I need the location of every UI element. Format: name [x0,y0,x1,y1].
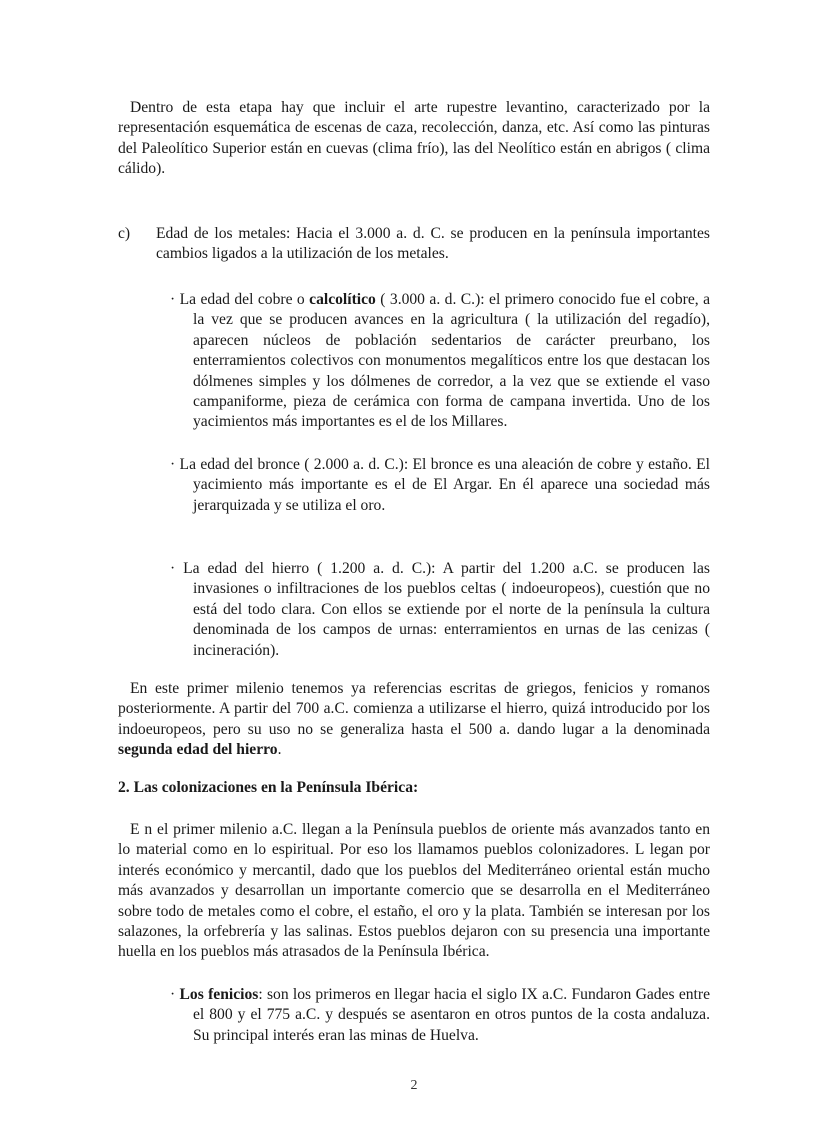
bold-term-calcolitico: calcolítico [309,291,376,308]
paragraph-text [118,679,710,761]
bullet-fenicios [170,985,710,1046]
paragraph-text: Dentro de esta etapa hay que incluir el arte rupestre levantino, caracterizado por la representación esquemática de escenas de caza, recolección, danza, etc. Así como las pinturas del Paleolítico Superior están en cuevas (clima frío), las del Neolítico están en abrigos ( clima cálido). [118,99,710,178]
bullet-icon: · [170,986,176,1003]
paragraph-primer-milenio [118,679,710,761]
paragraph-text-post: . [277,741,282,759]
paragraph-text: E n el primer milenio a.C. llegan a la Península pueblos de oriente más avanzados tanto en lo material como en lo espiritual. Por eso los llamamos pueblos colonizadores. L legan por interés económico y mercantil, dado que los pueblos del Mediterráneo oriental están mucho más avanzados y desarrollan un importante comercio que se desarrolla en el Mediterráneo sobre todo de metales como el cobre, el estaño, el oro y la plata. También se interesan por los salazones, la orfebrería y las salinas. Estos pueblos dejaron con su presencia una importante huella en los pueblos más atrasados de la Península Ibérica. [118,821,710,961]
paragraph-colonizaciones-intro [118,820,710,963]
paragraph-text-pre: En este primer milenio tenemos ya referencias escritas de griegos, fenicios y romanos posteriormente. A partir del 700 a.C. comienza a utilizarse el hierro, quizá introducido por los indoeuropeos, pero su uso no se generaliza hasta el 500 a. dando lugar a la denominada [118,680,710,738]
bold-term-fenicios: Los fenicios [179,986,259,1003]
bullet-icon: · [170,291,176,308]
bullet-text-post: ( 3.000 a. d. C.): el primero conocido fue el cobre, a la vez que se producen avances en la agricultura ( la utilización del regadío), aparecen núcleos de población sedentarios de carácter preurbano, los enterramientos colectivos con monumentos megalíticos entre los que destacan los dólmenes simples y los dólmenes de corredor, a la vez que se extiende el vaso campaniforme, pieza de cerámica con forma de campana invertida. Uno de los yacimientos más importantes es el de los Millares. [193,291,710,431]
bullet-edad-hierro [170,559,710,661]
section-heading-colonizaciones: 2. Las colonizaciones en la Península Ibérica: [118,779,419,796]
bullet-edad-cobre [170,290,710,433]
bullet-text-pre: La edad del cobre o [179,291,310,308]
page-number: 2 [410,1078,418,1093]
bullet-icon: · [170,560,176,577]
paragraph-arte-levantino [118,98,710,180]
list-item-edad-metales [118,224,710,265]
bullet-icon: · [170,456,176,473]
list-marker: c) [118,225,131,242]
bullet-text: La edad del hierro ( 1.200 a. d. C.): A partir del 1.200 a.C. se producen las invasiones o infiltraciones de los pueblos celtas ( indoeuropeos), cuestión que no está del todo clara. Con ellos se extiende por el norte de la península la cultura denominada de los campos de urnas: enterramientos en urnas de las cenizas ( incineración). [183,560,710,659]
bullet-text-post: : son los primeros en llegar hacia el siglo IX a.C. Fundaron Gades entre el 800 y el 775 a.C. y después se asentaron en otros puntos de la costa andaluza. Su principal interés eran las minas de Huelva. [193,986,710,1044]
bullet-text: La edad del bronce ( 2.000 a. d. C.): El bronce es una aleación de cobre y estaño. El yacimiento más importante es el de El Argar. En él aparece una sociedad más jerarquizada y se utiliza el oro. [179,456,710,514]
bullet-edad-bronce [170,455,710,516]
list-item-text: Edad de los metales: Hacia el 3.000 a. d. C. se producen en la península importantes cambios ligados a la utilización de los metales. [156,225,710,263]
bold-term-segunda-edad-hierro: segunda edad del hierro [118,741,278,759]
